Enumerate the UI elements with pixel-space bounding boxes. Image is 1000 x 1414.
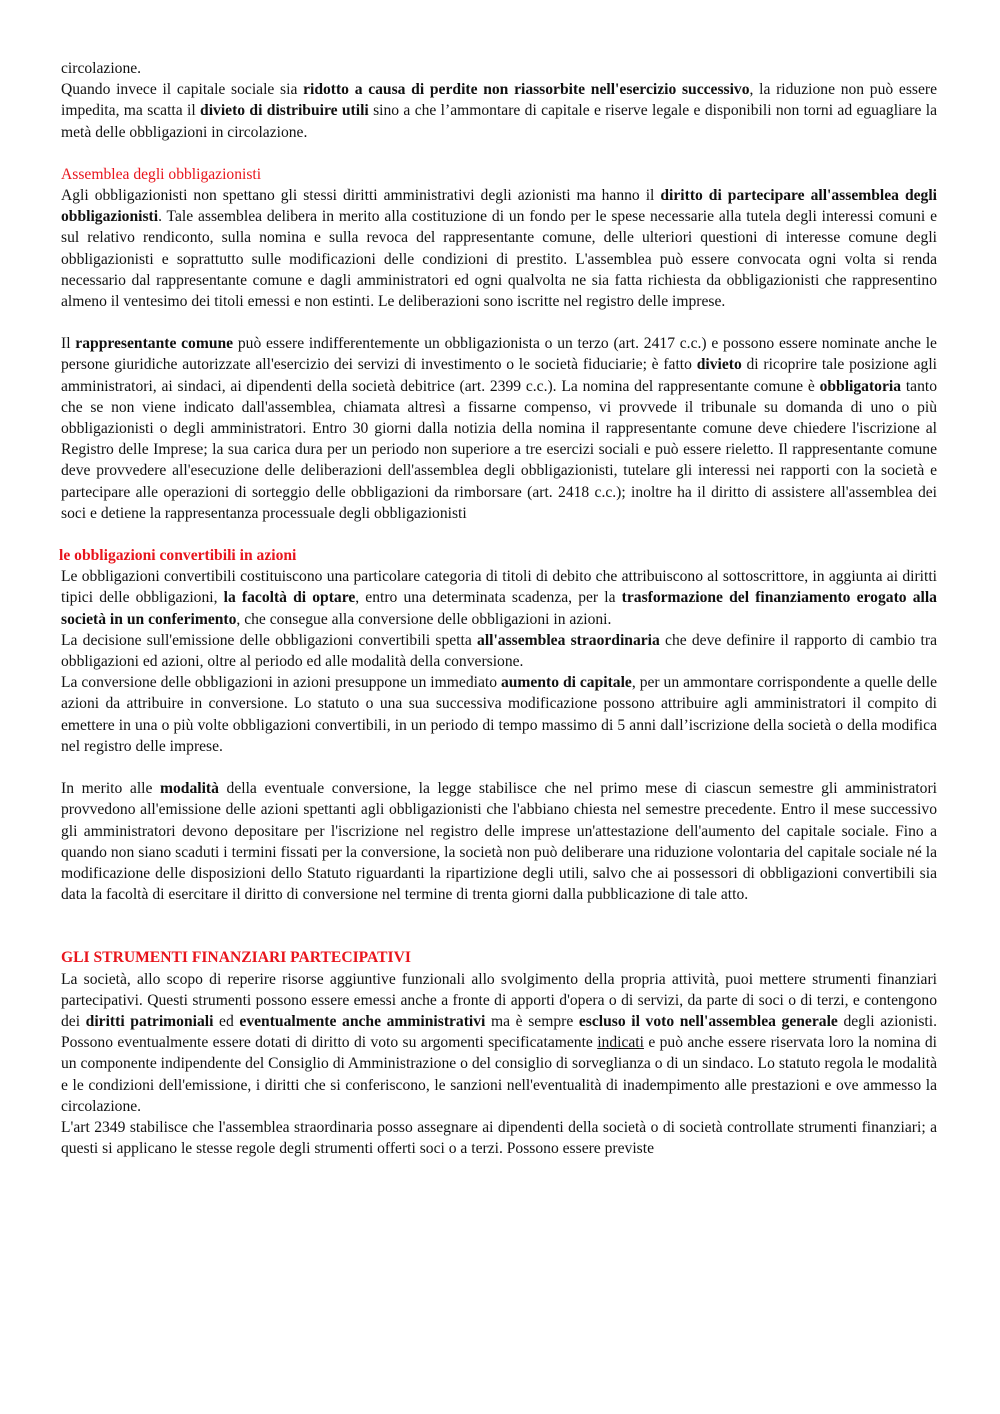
bold-term: diritti patrimoniali — [85, 1012, 214, 1030]
spacer — [61, 312, 937, 333]
heading-obbligazioni-convertibili: le obbligazioni convertibili in azioni — [59, 547, 297, 565]
spacer — [61, 757, 937, 778]
bold-term: trasformazione del finanziamento erogato alla società in un conferimento — [61, 589, 937, 628]
bold-term: divieto di distribuire utili — [200, 102, 369, 120]
bold-term: obbligatoria — [819, 377, 902, 395]
bold-term: aumento di capitale — [500, 674, 632, 692]
bold-term: divieto — [696, 356, 742, 374]
paragraph-aumento-capitale: La conversione delle obbligazioni in azioni presuppone un immediato aumento di capitale, per un ammontare corrispondente a quelle delle azioni da attribuire in conversione. Lo statuto o una sua successiva modificazione possono attribuire agli amministratori il compito di emettere in una o più volte obbligazioni convertibili, in un periodo di tempo massimo di 5 anni dall’iscrizione della società o della modifica nel registro delle imprese. — [61, 674, 937, 755]
paragraph-circolazione: circolazione. — [61, 60, 142, 77]
paragraph-strumenti-finanziari: La società, allo scopo di reperire risorse aggiuntive funzionali allo svolgimento della propria attività, puoi mettere strumenti finanziari partecipativi. Questi strumenti possono essere emessi anche a fronte di apporti d'opera o di servizi, da parte di soci o di terzi, e contengono dei diritti patrimoniali ed eventualmente anche amministrativi ma è sempre escluso il voto nell'assemblea generale degli azionisti. Possono eventualmente essere dotati di diritto di voto su argomenti specificatamente indicati e può anche essere riservata loro la nomina di un componente indipendente del Consiglio di Amministrazione o del consiglio di sorveglianza o di un sindaco. Lo statuto regola le modalità e le condizioni dell'emissione, i diritti che si conferiscono, le sanzioni nell'eventualità di inadempimento alle prestazioni e ove ammesso la circolazione. — [61, 970, 937, 1115]
spacer — [61, 143, 937, 164]
paragraph-modalita-conversione: In merito alle modalità della eventuale conversione, la legge stabilisce che nel primo mese di ciascun semestre gli amministratori provvedono all'emissione delle azioni spettanti agli obbligazionisti che l'abbiano chiesta nel semestre precedente. Entro il mese successivo gli amministratori devono depositare per l'iscrizione nel registro delle imprese un'attestazione dell'aumento del capitale sociale. Fino a quando non siano scaduti i termini fissati per la conversione, la società non può deliberare una riduzione volontaria del capitale sociale né la modificazione delle disposizioni dello Statuto riguardanti la ripartizione degli utili, salvo che ai possessori di obbligazioni convertibili sia data la facoltà di esercitare il diritto di conversione nel termine di trenta giorni dalla pubblicazione di tale atto. — [61, 780, 937, 904]
spacer — [61, 905, 937, 926]
bold-term: eventualmente anche amministrativi — [239, 1012, 486, 1030]
bold-term: modalità — [160, 780, 219, 798]
paragraph-rappresentante-comune: Il rappresentante comune può essere indifferentemente un obbligazionista o un terzo (art. 2417 c.c.) e possono essere nominate anche le persone giuridiche autorizzate all'esercizio dei servizi di investimento o le società fiduciarie; è fatto divieto di ricoprire tale posizione agli amministratori, ai sindaci, ai dipendenti della società debitrice (art. 2399 c.c.). La nomina del rappresentante comune è obbligatoria tanto che se non viene indicato dall'assemblea, chiamata altresì a fissarne compenso, vi provvede il tribunale su domanda di uno o più obbligazionisti o degli amministratori. Entro 30 giorni dalla notizia della nomina il rappresentante comune deve chiedere l'iscrizione al Registro delle Imprese; la sua carica dura per un periodo non superiore a tre esercizi sociali e può essere rieletto. Il rappresentante comune deve provvedere all'esecuzione delle deliberazioni dell'assemblea degli obbligazionisti, tutelare gli interessi nei rapporti con la società e partecipare alle operazioni di sorteggio delle obbligazioni da rimborsare (art. 2418 c.c.); inoltre ha il diritto di assistere all'assemblea dei soci e detiene la rappresentanza processuale degli obbligazionisti — [61, 335, 937, 522]
heading-strumenti-finanziari: GLI STRUMENTI FINANZIARI PARTECIPATIVI — [61, 949, 411, 967]
paragraph-convertibili-intro: Le obbligazioni convertibili costituiscono una particolare categoria di titoli di debito che attribuiscono al sottoscrittore, in aggiunta ai diritti tipici delle obbligazioni, la facoltà di optare, entro una determinata scadenza, per la trasformazione del finanziamento erogato alla società in un conferimento, che consegue alla conversione delle obbligazioni in azioni. — [61, 568, 937, 628]
document-page — [61, 58, 937, 1159]
spacer — [61, 524, 937, 545]
bold-term: ridotto a causa di perdite non riassorbite nell'esercizio successivo — [303, 81, 750, 99]
paragraph-decisione-emissione: La decisione sull'emissione delle obbligazioni convertibili spetta all'assemblea straordinaria che deve definire il rapporto di cambio tra obbligazioni ed azioni, oltre al periodo ed alle modalità della conversione. — [61, 631, 937, 671]
bold-term: all'assemblea straordinaria — [477, 631, 660, 649]
paragraph-art-2349: L'art 2349 stabilisce che l'assemblea straordinaria posso assegnare ai dipendenti della società o di società controllate strumenti finanziari; a questi si applicano le stesse regole degli strumenti offerti soci o a terzi. Possono essere previste — [61, 1118, 937, 1158]
bold-term: la facoltà di optare — [223, 589, 356, 607]
heading-assemblea-obbligazionisti: Assemblea degli obbligazionisti — [61, 165, 262, 183]
spacer — [61, 926, 937, 947]
bold-term: rappresentante comune — [75, 335, 234, 353]
bold-term: escluso il voto nell'assemblea generale — [578, 1012, 838, 1030]
underlined-term: indicati — [597, 1034, 644, 1052]
bold-term: diritto di partecipare all'assemblea degli obbligazionisti — [61, 187, 937, 226]
paragraph-assemblea: Agli obbligazionisti non spettano gli stessi diritti amministrativi degli azionisti ma hanno il diritto di partecipare all'assemblea degli obbligazionisti. Tale assemblea delibera in merito alla costituzione di un fondo per le spese necessarie alla tutela degli interessi comuni e sul relativo rendiconto, sulla nomina e sulla revoca del rappresentante comune, delle ulteriori questioni di interesse comune degli obbligazionisti e soprattutto sulle modificazioni delle condizioni di prestito. L'assemblea può essere convocata ogni volta si renda necessario dal rappresentante comune e dagli amministratori ed ogni qualvolta ne sia fatta richiesta da obbligazionisti che rappresentino almeno il ventesimo dei titoli emessi e non estinti. Le deliberazioni sono iscritte nel registro delle imprese. — [61, 187, 937, 311]
paragraph-riduzione-capitale: Quando invece il capitale sociale sia ridotto a causa di perdite non riassorbite nell'esercizio successivo, la riduzione non può essere impedita, ma scatta il divieto di distribuire utili sino a che l’ammontare di capitale e riserve legale e disponibili non torni ad eguagliare la metà delle obbligazioni in circolazione. — [61, 81, 937, 141]
